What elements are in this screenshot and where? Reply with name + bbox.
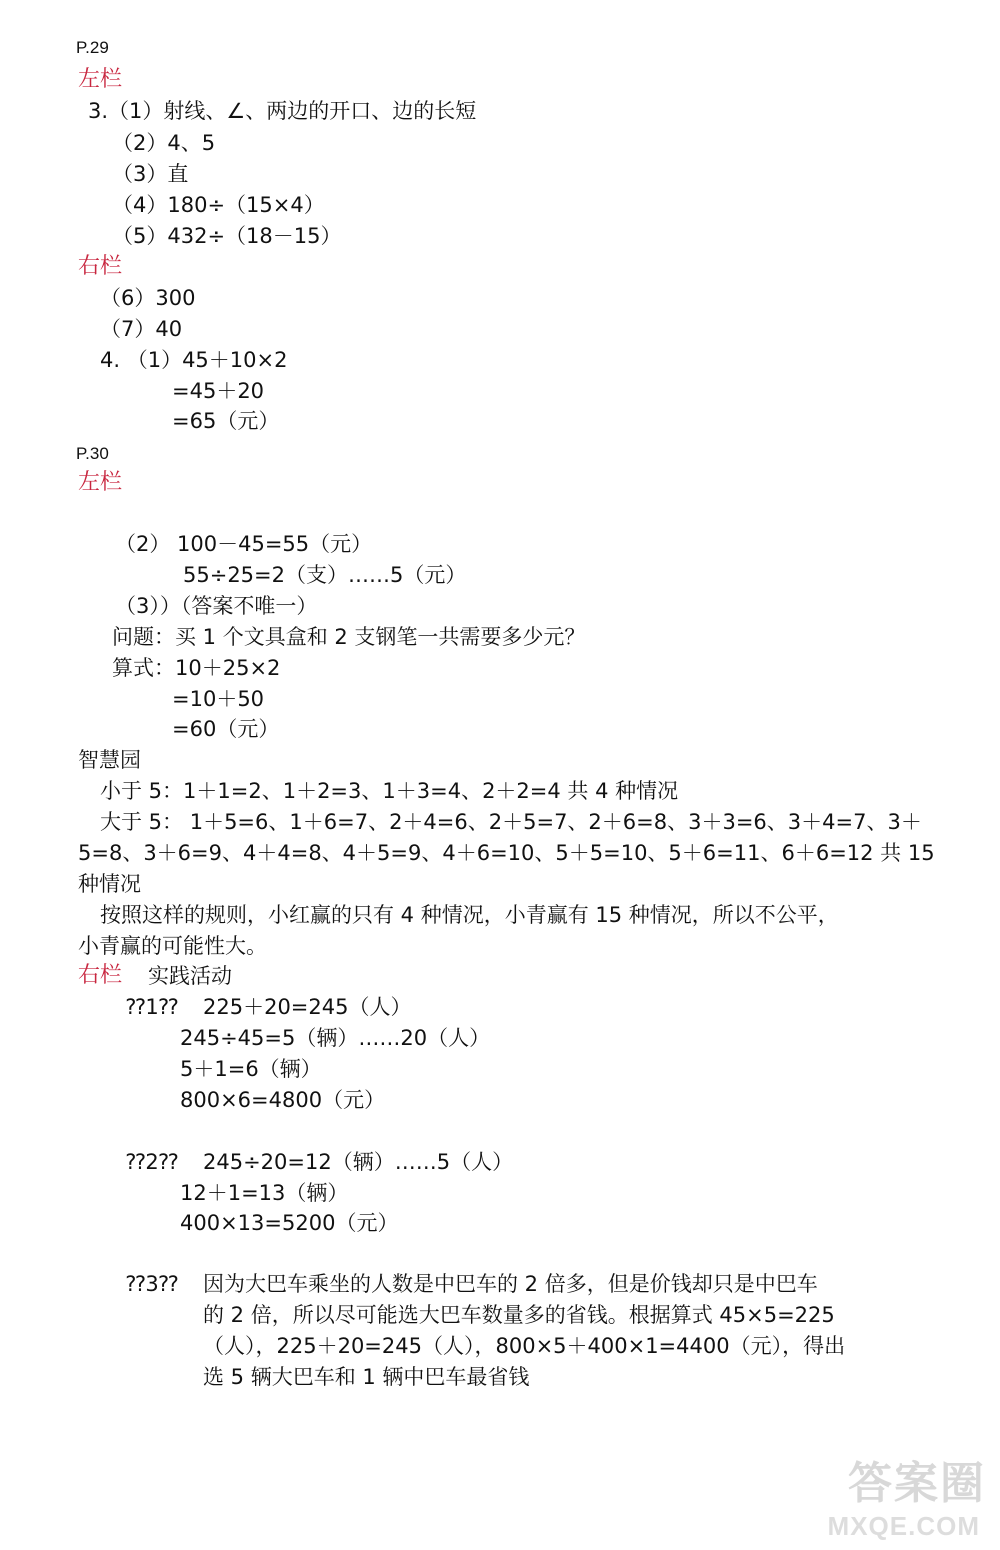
watermark-logo: 答案圈	[848, 1458, 986, 1509]
answer-line: 245÷45=5（辆）……20（人）	[180, 1026, 491, 1050]
answer-line: 小于 5：1＋1=2、1＋2=3、1＋3=4、2＋2=4 共 4 种情况	[100, 779, 679, 803]
section-label: 左栏	[78, 67, 123, 92]
answer-line: （2）4、5	[112, 131, 216, 155]
section-label: 右栏	[78, 254, 123, 279]
answer-line: 问题：买 1 个文具盒和 2 支钢笔一共需要多少元？	[112, 625, 586, 649]
answer-line: 225＋20=245（人）	[203, 995, 412, 1019]
answer-line: 小青赢的可能性大。	[78, 934, 267, 958]
answer-line: 400×13=5200（元）	[180, 1211, 399, 1235]
answer-line: =10＋50	[172, 687, 265, 711]
answer-line: 的 2 倍，所以尽可能选大巴车数量多的省钱。根据算式 45×5=225	[203, 1303, 835, 1327]
answer-line: （3））（答案不唯一）	[115, 594, 318, 618]
answer-line: 算式：10＋25×2	[112, 656, 281, 680]
answer-line: 实践活动	[148, 964, 232, 988]
watermark	[756, 1447, 986, 1542]
answer-line: 4. （1）45＋10×2	[100, 348, 288, 372]
answer-line: 5＋1=6（辆）	[180, 1057, 322, 1081]
answer-line: ⁇1⁇	[126, 995, 179, 1019]
answer-line: =45＋20	[172, 379, 265, 403]
answer-line: =65（元）	[172, 409, 280, 433]
answer-line: 5=8、3＋6=9、4＋4=8、4＋5=9、4＋6=10、5＋5=10、5＋6=11、6＋6=12 共 15	[78, 841, 935, 865]
section-label: 左栏	[78, 470, 123, 495]
answer-line: ⁇3⁇	[126, 1272, 179, 1296]
answer-line: =60（元）	[172, 717, 280, 741]
answer-line: （3）直	[112, 162, 189, 186]
answer-line: 智慧园	[78, 748, 141, 772]
answer-line: 大于 5： 1＋5=6、1＋6=7、2＋4=6、2＋5=7、2＋6=8、3＋3=6、3＋4=7、3＋	[100, 810, 922, 834]
answer-line: （4）180÷（15×4）	[112, 193, 325, 217]
answer-line: （人），225＋20=245（人），800×5＋400×1=4400（元），得出	[203, 1334, 846, 1358]
answer-line: 245÷20=12（辆）……5（人）	[203, 1150, 514, 1174]
answer-line: （6）300	[100, 286, 196, 310]
answer-line: 因为大巴车乘坐的人数是中巴车的 2 倍多，但是价钱却只是中巴车	[203, 1272, 818, 1296]
section-label: 右栏	[78, 963, 123, 988]
watermark-url: MXQE.COM	[827, 1511, 980, 1541]
answer-line: （2） 100－45=55（元）	[115, 532, 373, 556]
answer-line: 种情况	[78, 872, 141, 896]
answer-line: 800×6=4800（元）	[180, 1088, 386, 1112]
page-number: P.30	[76, 444, 109, 463]
answer-line: 3.（1）射线、∠、两边的开口、边的长短	[88, 99, 477, 123]
answer-line: ⁇2⁇	[126, 1150, 179, 1174]
answer-line: 按照这样的规则，小红赢的只有 4 种情况，小青赢有 15 种情况，所以不公平，	[100, 903, 839, 927]
answer-line: （7）40	[100, 317, 183, 341]
answer-line: （5）432÷（18－15）	[112, 224, 342, 248]
answer-line: 55÷25=2（支）……5（元）	[183, 563, 467, 587]
page-number: P.29	[76, 38, 109, 57]
answer-line: 12＋1=13（辆）	[180, 1181, 349, 1205]
answer-line: 选 5 辆大巴车和 1 辆中巴车最省钱	[203, 1365, 530, 1389]
